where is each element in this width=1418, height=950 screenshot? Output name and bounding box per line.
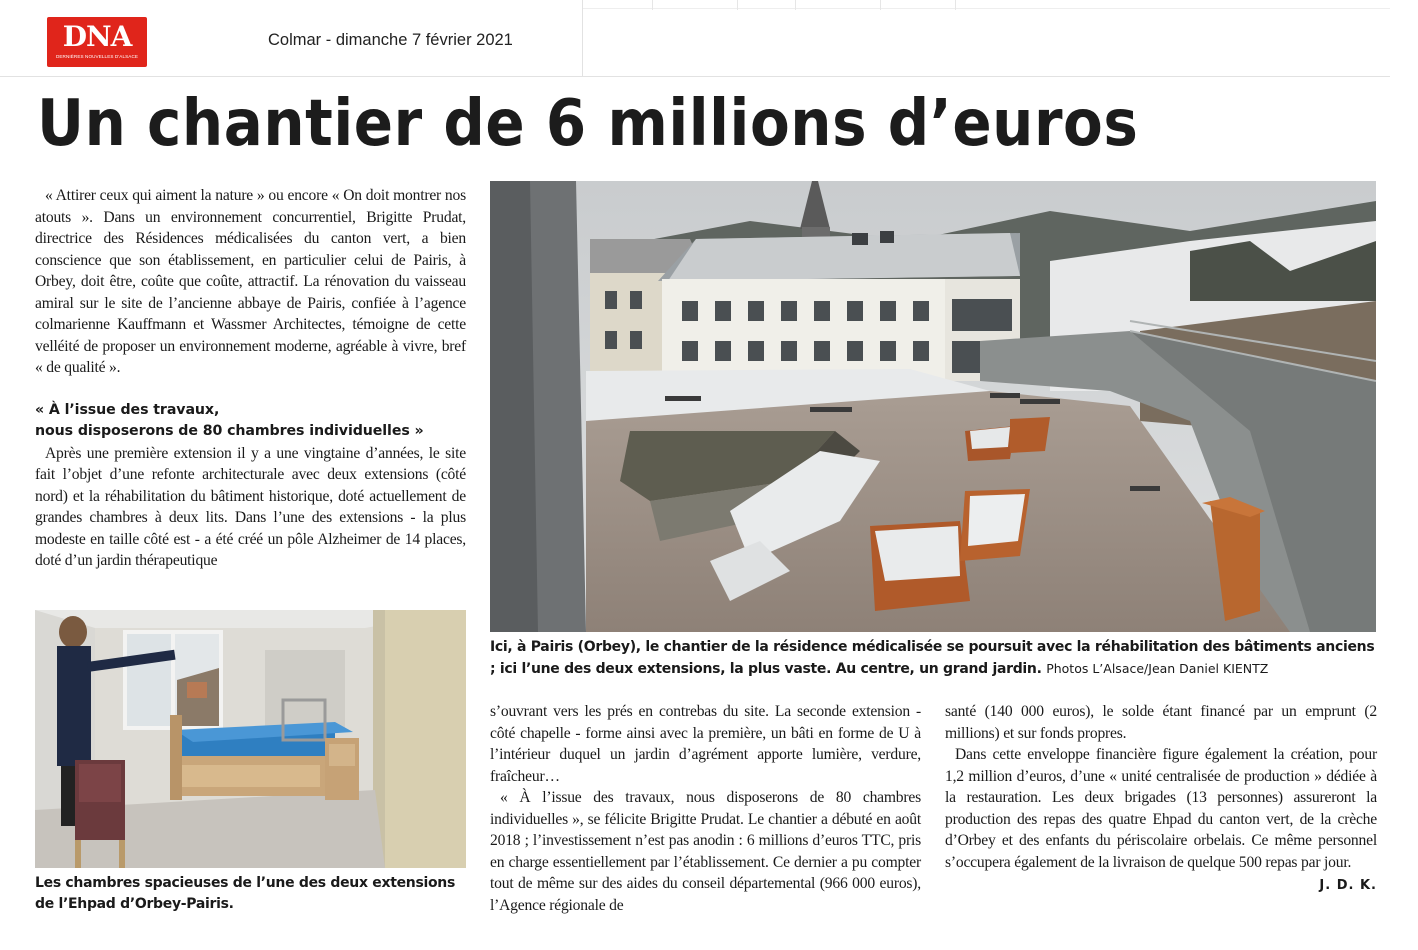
subheading-line-2: nous disposerons de 80 chambres individuelles » <box>35 423 424 439</box>
dateline: Colmar - dimanche 7 février 2021 <box>268 31 513 49</box>
header-rule <box>0 76 1390 77</box>
photo-credit: Photos L’Alsace/Jean Daniel KIENTZ <box>1046 661 1269 676</box>
subheading-line-1: « À l’issue des travaux, <box>35 401 220 418</box>
header-divider <box>582 0 583 76</box>
header-tick <box>795 0 796 10</box>
header-tick <box>955 0 956 10</box>
body-paragraph-quote: « À l’issue des travaux, nous disposerons de 80 chambres individuelles », se félicite Brigitte Prudat. Le chantier a débuté en août 2018 ; l’investissement n’est pas anodin : 6 millions d’euros TTC, pris en charge essentiellement par l’établissement. Ce dernier a pu compter tout de même sur des aides du conseil départemental (966 000 euros), l’Agence régionale de <box>490 789 921 914</box>
intro-paragraph: « Attirer ceux qui aiment la nature » ou encore « On doit montrer nos atouts ». Dans un environnement concurrentiel, Brigitte Prudat, directrice des Résidences médicalisées du canton vert, a bien conscience que son établissement, en particulier celui de Pairis, à Orbey, doit être, coûte que coûte, attractif. La rénovation du vaisseau amiral sur le site de l’ancienne abbaye de Pairis, confiée à l’agence colmarienne Kauffmann et Wassmer Architectes, témoigne de cette velléité de proposer un environnement moderne, agréable à vivre, bref « de qualité ». <box>35 187 466 376</box>
main-caption-text: Ici, à Pairis (Orbey), le chantier de la résidence médicalisée se poursuit avec la réhabilitation des bâtiments anciens ; ici l’une des deux extensions, la plus vaste. Au centre, un grand jardin. <box>490 639 1375 677</box>
header-tick <box>880 0 881 10</box>
body-paragraph-continued: s’ouvrant vers les prés en contrebas du site. La seconde extension - côté chapelle - forme ainsi avec la première, un bâti en forme de U à l’intérieur duquel un jardin d’agrément apporte lumière, verdure, fraîcheur… <box>490 703 921 785</box>
article-column-3 <box>945 701 1377 897</box>
room-illustration <box>35 610 466 868</box>
room-photo-caption: Les chambres spacieuses de l’une des deux extensions de l’Ehpad d’Orbey-Pairis. <box>35 875 456 912</box>
logo-text: DNA <box>62 20 132 53</box>
dna-logo <box>47 17 147 67</box>
subheading <box>35 400 466 443</box>
page-header <box>0 0 1418 78</box>
garden-illustration <box>490 181 1376 632</box>
author-signature: J. D. K. <box>1319 878 1377 893</box>
body-paragraph-funding: santé (140 000 euros), le solde étant financé par un emprunt (2 millions) et sur fonds propres. <box>945 703 1377 742</box>
main-photo-garden <box>490 181 1376 632</box>
headline: Un chantier de 6 millions d’euros <box>37 87 1139 161</box>
main-photo-caption <box>490 637 1380 680</box>
article-column-2 <box>490 701 921 916</box>
room-photo <box>35 610 466 868</box>
header-tick <box>737 0 738 10</box>
body-paragraph-kitchen: Dans cette enveloppe financière figure également la création, pour 1,2 million d’euros, d’une « unité centralisée de production » dédiée à la restauration. Les deux brigades (13 personnes) assureront la production des repas des quatre Ehpad du canton vert, de la crèche d’Orbey et des enfants du périscolaire orbelais. Ce même personnel s’occupera également de la livraison de quelque 500 repas par jour. <box>945 746 1377 871</box>
body-paragraph: Après une première extension il y a une vingtaine d’années, le site fait l’objet d’une refonte architecturale avec deux extensions (côté nord) et la réhabilitation du bâtiment historique, doté actuellement de grandes chambres à deux lits. Dans l’une des extensions - la plus modeste en taille côté est - a été créé un pôle Alzheimer de 14 places, doté d’un jardin thérapeutique <box>35 444 466 569</box>
header-tick <box>652 0 653 10</box>
header-top-rule <box>583 8 1390 9</box>
logo-subtitle: DERNIÈRES NOUVELLES D'ALSACE <box>55 54 139 59</box>
article-column-1 <box>35 185 466 572</box>
